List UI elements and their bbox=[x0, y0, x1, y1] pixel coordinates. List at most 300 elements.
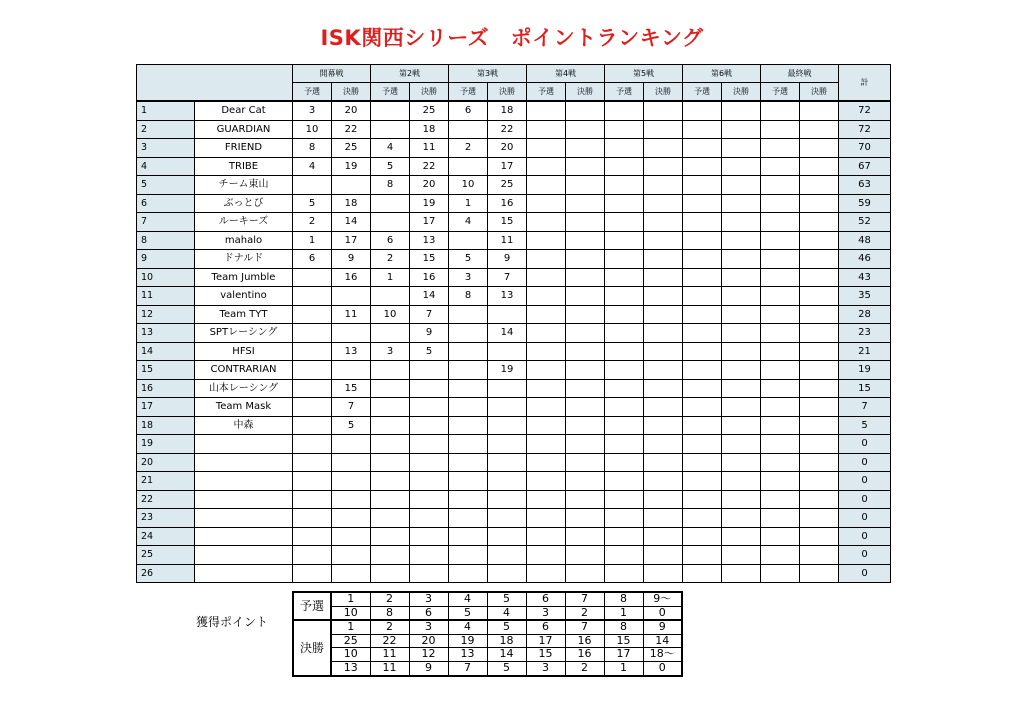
total-cell: 28 bbox=[839, 305, 891, 324]
points-group-label: 決勝 bbox=[293, 620, 331, 675]
team-name: FRIEND bbox=[195, 139, 293, 158]
points-cell: 14 bbox=[410, 287, 449, 306]
points-cell bbox=[644, 194, 683, 213]
rank-number: 17 bbox=[137, 398, 195, 417]
points-cell bbox=[722, 120, 761, 139]
points-cell bbox=[566, 435, 605, 454]
points-cell bbox=[293, 361, 332, 380]
race-header: 第6戦 bbox=[683, 65, 761, 83]
points-value: 20 bbox=[409, 634, 448, 648]
points-cell: 18 bbox=[488, 101, 527, 120]
points-cell bbox=[605, 213, 644, 232]
points-cell bbox=[566, 287, 605, 306]
points-cell bbox=[371, 101, 410, 120]
table-row bbox=[137, 342, 891, 361]
total-cell: 59 bbox=[839, 194, 891, 213]
points-cell bbox=[566, 416, 605, 435]
points-cell bbox=[722, 416, 761, 435]
qual-header: 予選 bbox=[527, 83, 566, 102]
points-cell bbox=[293, 176, 332, 195]
points-cell: 20 bbox=[332, 101, 371, 120]
points-cell: 19 bbox=[488, 361, 527, 380]
points-row bbox=[293, 592, 682, 606]
points-cell bbox=[800, 435, 839, 454]
points-cell bbox=[644, 176, 683, 195]
points-cell: 17 bbox=[410, 213, 449, 232]
points-cell bbox=[644, 509, 683, 528]
points-value: 8 bbox=[604, 592, 643, 606]
total-cell: 46 bbox=[839, 250, 891, 269]
points-cell bbox=[683, 120, 722, 139]
points-cell: 9 bbox=[488, 250, 527, 269]
points-cell bbox=[722, 176, 761, 195]
points-cell bbox=[800, 472, 839, 491]
points-cell bbox=[722, 213, 761, 232]
points-table bbox=[292, 591, 683, 677]
points-cell bbox=[293, 490, 332, 509]
rank-number: 2 bbox=[137, 120, 195, 139]
points-cell bbox=[566, 379, 605, 398]
rank-number: 15 bbox=[137, 361, 195, 380]
points-cell bbox=[800, 120, 839, 139]
points-cell bbox=[293, 546, 332, 565]
points-cell bbox=[800, 379, 839, 398]
points-cell bbox=[371, 213, 410, 232]
qual-header: 予選 bbox=[605, 83, 644, 102]
points-value: 10 bbox=[331, 606, 370, 620]
points-group-label: 予選 bbox=[293, 592, 331, 620]
points-cell bbox=[761, 472, 800, 491]
points-cell bbox=[332, 287, 371, 306]
points-cell bbox=[761, 305, 800, 324]
points-cell bbox=[566, 324, 605, 343]
points-cell: 25 bbox=[410, 101, 449, 120]
points-cell bbox=[605, 564, 644, 583]
team-name: CONTRARIAN bbox=[195, 361, 293, 380]
points-cell bbox=[488, 435, 527, 454]
points-value: 17 bbox=[604, 648, 643, 662]
points-cell: 22 bbox=[488, 120, 527, 139]
points-cell bbox=[761, 268, 800, 287]
points-cell bbox=[683, 213, 722, 232]
points-cell bbox=[293, 509, 332, 528]
points-cell bbox=[449, 564, 488, 583]
points-cell bbox=[683, 324, 722, 343]
final-header: 決勝 bbox=[722, 83, 761, 102]
points-cell bbox=[761, 120, 800, 139]
points-cell bbox=[410, 453, 449, 472]
points-cell bbox=[371, 120, 410, 139]
points-cell bbox=[488, 416, 527, 435]
points-cell bbox=[722, 287, 761, 306]
points-cell bbox=[800, 287, 839, 306]
points-cell bbox=[371, 546, 410, 565]
points-cell bbox=[566, 305, 605, 324]
points-cell: 5 bbox=[371, 157, 410, 176]
points-cell bbox=[605, 527, 644, 546]
rank-number: 23 bbox=[137, 509, 195, 528]
points-cell bbox=[761, 176, 800, 195]
points-cell bbox=[722, 453, 761, 472]
points-cell bbox=[683, 379, 722, 398]
table-row bbox=[137, 231, 891, 250]
points-cell: 19 bbox=[410, 194, 449, 213]
points-cell bbox=[527, 342, 566, 361]
points-cell bbox=[605, 250, 644, 269]
points-cell bbox=[527, 250, 566, 269]
total-cell: 0 bbox=[839, 472, 891, 491]
points-cell bbox=[683, 490, 722, 509]
points-cell bbox=[566, 157, 605, 176]
points-cell bbox=[449, 120, 488, 139]
points-cell: 10 bbox=[293, 120, 332, 139]
points-cell bbox=[566, 398, 605, 417]
points-value: 1 bbox=[604, 661, 643, 675]
points-cell: 13 bbox=[410, 231, 449, 250]
points-value: 9〜 bbox=[643, 592, 682, 606]
points-cell bbox=[449, 398, 488, 417]
table-row bbox=[137, 324, 891, 343]
points-cell bbox=[722, 435, 761, 454]
points-cell bbox=[488, 527, 527, 546]
race-header: 開幕戦 bbox=[293, 65, 371, 83]
points-cell bbox=[527, 546, 566, 565]
points-cell bbox=[800, 453, 839, 472]
team-name bbox=[195, 527, 293, 546]
points-cell bbox=[527, 379, 566, 398]
qual-header: 予選 bbox=[449, 83, 488, 102]
table-row bbox=[137, 546, 891, 565]
points-cell: 17 bbox=[488, 157, 527, 176]
points-cell bbox=[644, 398, 683, 417]
points-cell bbox=[800, 527, 839, 546]
points-cell bbox=[644, 157, 683, 176]
points-cell bbox=[722, 490, 761, 509]
team-name: ドナルド bbox=[195, 250, 293, 269]
points-cell: 7 bbox=[410, 305, 449, 324]
points-cell bbox=[605, 398, 644, 417]
total-header: 計 bbox=[839, 65, 891, 102]
team-name: Team TYT bbox=[195, 305, 293, 324]
points-cell bbox=[644, 361, 683, 380]
points-cell bbox=[605, 101, 644, 120]
points-cell bbox=[371, 509, 410, 528]
table-row bbox=[137, 416, 891, 435]
rank-number: 5 bbox=[137, 176, 195, 195]
team-name bbox=[195, 435, 293, 454]
points-cell bbox=[488, 490, 527, 509]
points-cell bbox=[488, 342, 527, 361]
points-value: 9 bbox=[409, 661, 448, 675]
table-row bbox=[137, 509, 891, 528]
points-value: 6 bbox=[526, 620, 565, 634]
points-cell bbox=[722, 546, 761, 565]
points-cell bbox=[683, 361, 722, 380]
points-cell bbox=[800, 490, 839, 509]
points-cell bbox=[644, 324, 683, 343]
points-cell bbox=[644, 472, 683, 491]
points-cell bbox=[683, 398, 722, 417]
points-cell bbox=[800, 305, 839, 324]
total-cell: 67 bbox=[839, 157, 891, 176]
table-row bbox=[137, 490, 891, 509]
points-cell bbox=[722, 305, 761, 324]
team-name: GUARDIAN bbox=[195, 120, 293, 139]
points-cell: 16 bbox=[488, 194, 527, 213]
points-cell bbox=[566, 564, 605, 583]
points-cell: 9 bbox=[332, 250, 371, 269]
table-row bbox=[137, 527, 891, 546]
points-cell: 18 bbox=[332, 194, 371, 213]
race-header: 第2戦 bbox=[371, 65, 449, 83]
points-cell bbox=[644, 287, 683, 306]
points-cell bbox=[410, 490, 449, 509]
points-cell bbox=[644, 139, 683, 158]
total-cell: 0 bbox=[839, 527, 891, 546]
points-cell bbox=[449, 527, 488, 546]
points-cell bbox=[332, 361, 371, 380]
points-cell bbox=[683, 305, 722, 324]
points-cell bbox=[683, 194, 722, 213]
points-cell bbox=[566, 527, 605, 546]
table-row bbox=[137, 361, 891, 380]
points-cell bbox=[800, 213, 839, 232]
points-row bbox=[293, 634, 682, 648]
points-value: 0 bbox=[643, 661, 682, 675]
points-cell: 5 bbox=[293, 194, 332, 213]
race-header: 第3戦 bbox=[449, 65, 527, 83]
points-cell bbox=[332, 176, 371, 195]
points-cell: 7 bbox=[332, 398, 371, 417]
points-cell bbox=[800, 194, 839, 213]
points-value: 14 bbox=[643, 634, 682, 648]
points-cell: 20 bbox=[488, 139, 527, 158]
team-name bbox=[195, 546, 293, 565]
table-row bbox=[137, 564, 891, 583]
points-cell bbox=[605, 120, 644, 139]
points-cell bbox=[644, 101, 683, 120]
total-cell: 0 bbox=[839, 453, 891, 472]
points-cell: 16 bbox=[332, 268, 371, 287]
rank-number: 3 bbox=[137, 139, 195, 158]
race-header: 第5戦 bbox=[605, 65, 683, 83]
points-row bbox=[293, 620, 682, 634]
points-cell bbox=[722, 361, 761, 380]
total-cell: 48 bbox=[839, 231, 891, 250]
points-cell bbox=[488, 398, 527, 417]
points-cell bbox=[371, 194, 410, 213]
table-row bbox=[137, 213, 891, 232]
rank-number: 21 bbox=[137, 472, 195, 491]
points-cell bbox=[449, 231, 488, 250]
points-cell bbox=[488, 546, 527, 565]
total-cell: 5 bbox=[839, 416, 891, 435]
points-value: 16 bbox=[565, 634, 604, 648]
points-cell bbox=[410, 379, 449, 398]
rank-number: 12 bbox=[137, 305, 195, 324]
points-cell bbox=[371, 287, 410, 306]
points-cell bbox=[605, 435, 644, 454]
points-cell bbox=[293, 453, 332, 472]
team-name: TRIBE bbox=[195, 157, 293, 176]
rank-number: 4 bbox=[137, 157, 195, 176]
team-name bbox=[195, 490, 293, 509]
total-cell: 0 bbox=[839, 435, 891, 454]
points-cell: 4 bbox=[371, 139, 410, 158]
points-cell: 9 bbox=[410, 324, 449, 343]
points-value: 4 bbox=[448, 592, 487, 606]
points-cell bbox=[410, 435, 449, 454]
points-cell bbox=[371, 453, 410, 472]
points-cell bbox=[527, 398, 566, 417]
points-cell bbox=[800, 101, 839, 120]
points-cell bbox=[293, 305, 332, 324]
points-cell: 19 bbox=[332, 157, 371, 176]
points-cell bbox=[566, 176, 605, 195]
points-cell: 16 bbox=[410, 268, 449, 287]
points-cell: 11 bbox=[488, 231, 527, 250]
points-cell bbox=[566, 453, 605, 472]
rank-number: 18 bbox=[137, 416, 195, 435]
points-value: 8 bbox=[604, 620, 643, 634]
points-cell bbox=[683, 435, 722, 454]
qual-header: 予選 bbox=[371, 83, 410, 102]
points-value: 7 bbox=[565, 620, 604, 634]
points-cell bbox=[449, 157, 488, 176]
points-cell: 13 bbox=[488, 287, 527, 306]
team-name: ルーキーズ bbox=[195, 213, 293, 232]
points-cell bbox=[683, 527, 722, 546]
points-cell bbox=[566, 361, 605, 380]
points-cell bbox=[722, 564, 761, 583]
rank-number: 11 bbox=[137, 287, 195, 306]
points-cell: 25 bbox=[332, 139, 371, 158]
points-cell bbox=[527, 305, 566, 324]
points-cell bbox=[449, 435, 488, 454]
points-cell bbox=[761, 157, 800, 176]
points-cell bbox=[722, 342, 761, 361]
total-cell: 35 bbox=[839, 287, 891, 306]
total-cell: 70 bbox=[839, 139, 891, 158]
race-header: 最終戦 bbox=[761, 65, 839, 83]
points-cell bbox=[761, 287, 800, 306]
points-value: 3 bbox=[526, 606, 565, 620]
rank-number: 7 bbox=[137, 213, 195, 232]
total-cell: 19 bbox=[839, 361, 891, 380]
points-row bbox=[293, 648, 682, 662]
points-value: 1 bbox=[331, 592, 370, 606]
table-row bbox=[137, 398, 891, 417]
points-cell: 6 bbox=[449, 101, 488, 120]
total-cell: 0 bbox=[839, 490, 891, 509]
team-name bbox=[195, 509, 293, 528]
points-cell bbox=[371, 564, 410, 583]
points-cell bbox=[800, 250, 839, 269]
table-row bbox=[137, 250, 891, 269]
points-cell bbox=[449, 416, 488, 435]
points-cell bbox=[761, 342, 800, 361]
table-row bbox=[137, 139, 891, 158]
rank-number: 14 bbox=[137, 342, 195, 361]
final-header: 決勝 bbox=[566, 83, 605, 102]
points-value: 1 bbox=[604, 606, 643, 620]
team-name: SPTレーシング bbox=[195, 324, 293, 343]
team-name: 中森 bbox=[195, 416, 293, 435]
total-cell: 43 bbox=[839, 268, 891, 287]
points-cell bbox=[761, 194, 800, 213]
points-cell bbox=[527, 361, 566, 380]
points-cell bbox=[761, 213, 800, 232]
total-cell: 72 bbox=[839, 120, 891, 139]
points-cell bbox=[293, 472, 332, 491]
points-cell bbox=[449, 379, 488, 398]
points-cell bbox=[410, 398, 449, 417]
points-cell bbox=[293, 268, 332, 287]
points-cell bbox=[566, 231, 605, 250]
points-cell bbox=[761, 416, 800, 435]
points-cell bbox=[683, 416, 722, 435]
points-cell: 22 bbox=[410, 157, 449, 176]
points-cell bbox=[605, 176, 644, 195]
total-cell: 15 bbox=[839, 379, 891, 398]
points-cell bbox=[293, 287, 332, 306]
points-cell: 14 bbox=[332, 213, 371, 232]
points-cell bbox=[722, 101, 761, 120]
team-name: チーム東山 bbox=[195, 176, 293, 195]
points-cell bbox=[449, 509, 488, 528]
points-cell bbox=[293, 379, 332, 398]
points-cell bbox=[605, 268, 644, 287]
points-cell bbox=[683, 101, 722, 120]
page-title: ISK関西シリーズ ポイントランキング bbox=[320, 26, 704, 50]
points-cell bbox=[410, 564, 449, 583]
points-cell: 7 bbox=[488, 268, 527, 287]
points-cell bbox=[722, 194, 761, 213]
points-cell bbox=[527, 120, 566, 139]
team-name bbox=[195, 564, 293, 583]
points-cell: 15 bbox=[410, 250, 449, 269]
points-cell bbox=[722, 157, 761, 176]
points-cell bbox=[566, 342, 605, 361]
team-name: Team Jumble bbox=[195, 268, 293, 287]
points-cell bbox=[566, 194, 605, 213]
points-cell bbox=[683, 509, 722, 528]
points-cell bbox=[605, 139, 644, 158]
points-value: 19 bbox=[448, 634, 487, 648]
points-cell bbox=[761, 324, 800, 343]
points-label: 獲得ポイント bbox=[196, 615, 269, 629]
points-cell bbox=[644, 342, 683, 361]
points-value: 15 bbox=[604, 634, 643, 648]
points-cell bbox=[644, 453, 683, 472]
points-cell bbox=[410, 509, 449, 528]
points-cell bbox=[722, 139, 761, 158]
table-row bbox=[137, 453, 891, 472]
points-cell bbox=[722, 324, 761, 343]
points-cell bbox=[293, 527, 332, 546]
points-cell: 4 bbox=[449, 213, 488, 232]
points-cell bbox=[488, 564, 527, 583]
points-value: 7 bbox=[448, 661, 487, 675]
points-cell bbox=[449, 490, 488, 509]
points-cell bbox=[800, 342, 839, 361]
points-cell: 2 bbox=[293, 213, 332, 232]
points-value: 10 bbox=[331, 648, 370, 662]
final-header: 決勝 bbox=[410, 83, 449, 102]
points-cell bbox=[605, 490, 644, 509]
points-value: 18〜 bbox=[643, 648, 682, 662]
points-cell bbox=[683, 287, 722, 306]
